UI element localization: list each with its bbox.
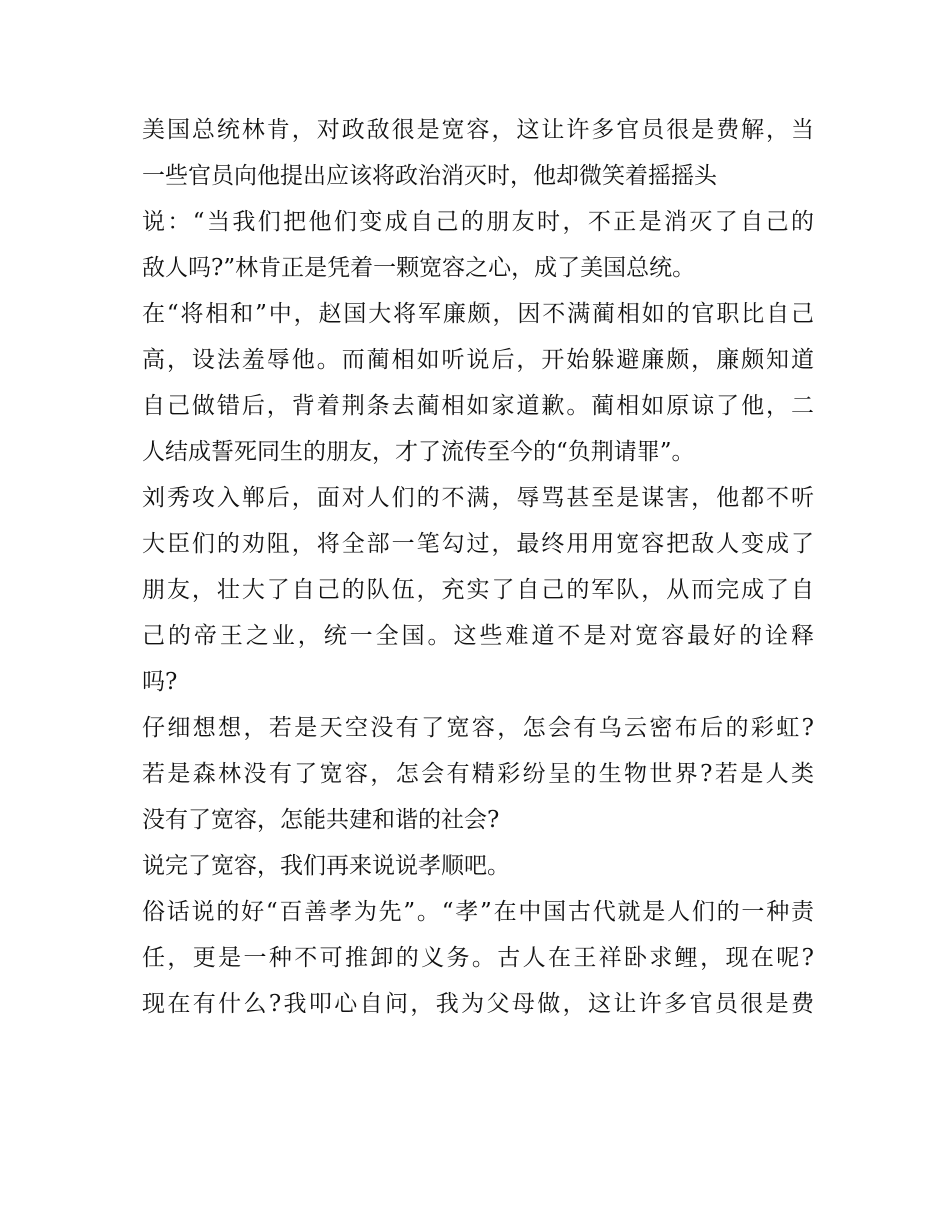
text-line: 任，更是一种不可推卸的义务。古人在王祥卧求鲤，现在呢? xyxy=(142,945,814,971)
text-line: 没有了宽容，怎能共建和谐的社会? xyxy=(142,807,500,833)
text-line: 说：“当我们把他们变成自己的朋友时，不正是消灭了自己的 xyxy=(142,209,814,235)
body-text xyxy=(142,107,814,1027)
text-line: 现在有什么?我叩心自问，我为父母做，这让许多官员很是费 xyxy=(142,991,814,1017)
text-line: 大臣们的劝阻，将全部一笔勾过，最终用用宽容把敌人变成了 xyxy=(142,531,814,557)
text-line: 在“将相和”中，赵国大将军廉颇，因不满蔺相如的官职比自己 xyxy=(142,301,814,327)
text-line: 仔细想想，若是天空没有了宽容，怎会有乌云密布后的彩虹? xyxy=(142,715,814,741)
text-line: 自己做错后，背着荆条去蔺相如家道歉。蔺相如原谅了他，二 xyxy=(142,393,814,419)
text-line: 敌人吗?”林肯正是凭着一颗宽容之心，成了美国总统。 xyxy=(142,255,696,281)
text-line: 高，设法羞辱他。而蔺相如听说后，开始躲避廉颇，廉颇知道 xyxy=(142,347,814,373)
text-line: 俗话说的好“百善孝为先”。“孝”在中国古代就是人们的一种责 xyxy=(142,899,814,925)
text-line: 一些官员向他提出应该将政治消灭时，他却微笑着摇摇头 xyxy=(142,163,717,189)
text-line: 人结成誓死同生的朋友，才了流传至今的“负荆请罪”。 xyxy=(142,439,695,465)
text-line: 美国总统林肯，对政敌很是宽容，这让许多官员很是费解，当 xyxy=(142,117,814,143)
text-line: 说完了宽容，我们再来说说孝顺吧。 xyxy=(142,853,510,879)
text-line: 己的帝王之业，统一全国。这些难道不是对宽容最好的诠释 xyxy=(142,623,814,649)
text-line: 朋友，壮大了自己的队伍，充实了自己的军队，从而完成了自 xyxy=(142,577,814,603)
text-line: 若是森林没有了宽容，怎会有精彩纷呈的生物世界?若是人类 xyxy=(142,761,814,787)
text-line: 吗? xyxy=(142,669,178,695)
text-line: 刘秀攻入郸后，面对人们的不满，辱骂甚至是谋害，他都不听 xyxy=(142,485,814,511)
